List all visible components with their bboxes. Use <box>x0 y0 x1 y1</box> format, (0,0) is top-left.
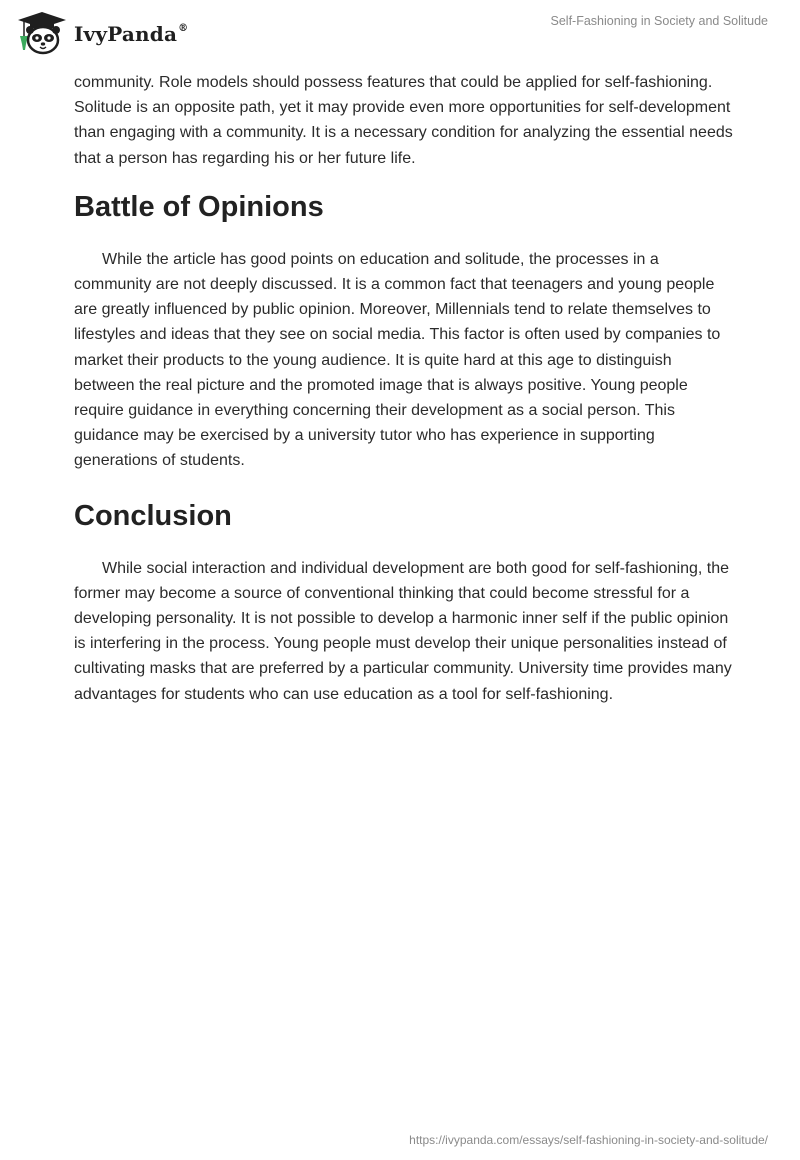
footer-url-link[interactable]: https://ivypanda.com/essays/self-fashioning-in-society-and-solitude/ <box>409 1133 768 1147</box>
registered-mark: ® <box>178 23 189 35</box>
page-header <box>0 0 800 66</box>
logo-name: IvyPanda <box>74 22 178 46</box>
document-title: Self-Fashioning in Society and Solitude <box>550 14 768 28</box>
battle-paragraph: While the article has good points on education and solitude, the processes in a community are not deeply discussed. It is a common fact that teenagers and young people are greatly influenced by public opinion. Moreover, Millennials tend to relate themselves to lifestyles and ideas that they see on social media. This factor is often used by companies to market their products to the young audience. It is quite hard at this age to distinguish between the real picture and the promoted image that is always positive. Young people require guidance in everything concerning their development as a social person. This guidance may be exercised by a university tutor who has experience in supporting generations of students. <box>74 250 721 470</box>
intro-paragraph: community. Role models should possess features that could be applied for self-fashioning. Solitude is an opposite path, yet it may provide even more opportunities for self-development than engaging with a community. It is a necessary condition for analyzing the essential needs that a person has regarding his or her future life. <box>74 74 733 167</box>
conclusion-paragraph: While social interaction and individual development are both good for self-fashioning, the former may become a source of conventional thinking that could become stressful for a developing personality. It is not possible to develop a harmonic inner self if the public opinion is interfering in the process. Young people must develop their unique personalities instead of cultivating masks that are preferred by a particular community. University time provides many advantages for students who can use education as a tool for self-fashioning. <box>74 559 732 703</box>
essay-body <box>74 70 734 707</box>
section-heading-conclusion: Conclusion <box>74 499 232 532</box>
ivypanda-logo[interactable] <box>16 8 188 58</box>
logo-wordmark <box>74 22 188 46</box>
panda-graduate-icon <box>16 10 68 56</box>
section-heading-battle-of-opinions: Battle of Opinions <box>74 190 324 223</box>
